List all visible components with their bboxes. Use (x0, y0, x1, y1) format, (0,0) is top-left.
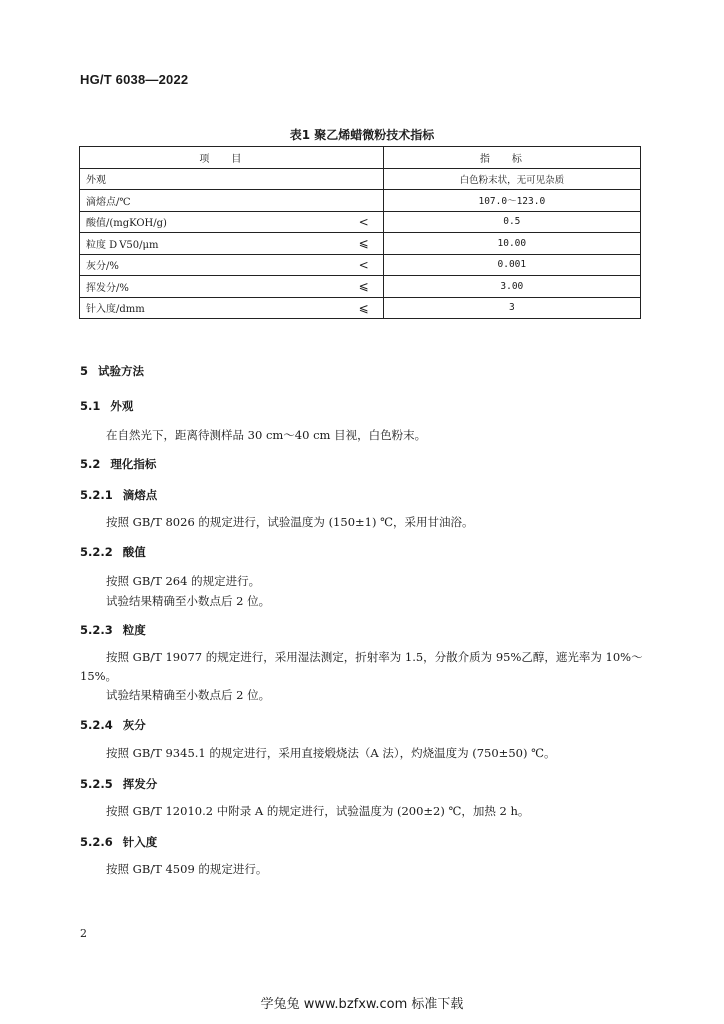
row-item: 粒度 D V50/μm (80, 233, 353, 255)
section-heading-5-2 (80, 456, 156, 472)
row-comparator: ⩽ (353, 233, 384, 255)
header-value: 指标 (383, 147, 640, 169)
section-number: 5.1 (80, 399, 101, 413)
table-row (80, 190, 641, 212)
table-row (80, 168, 641, 190)
table-row (80, 254, 641, 276)
table-title: 表1 聚乙烯蜡微粉技术指标 (289, 128, 435, 142)
section-number: 5.2.1 (80, 488, 113, 502)
section-heading-5-2-3 (80, 622, 146, 638)
row-comparator: < (353, 254, 384, 276)
section-heading-5-1 (80, 398, 133, 414)
row-comparator: ⩽ (353, 297, 384, 319)
row-comparator (353, 190, 384, 212)
section-title: 外观 (110, 399, 134, 413)
section-title: 酸值 (122, 545, 146, 559)
paragraph-drop-melting-point: 按照 GB/T 8026 的规定进行，试验温度为 (150±1) ℃，采用甘油浴。 (106, 515, 474, 529)
row-item: 挥发分/% (80, 276, 353, 298)
section-number: 5.2 (80, 457, 101, 471)
row-value: 0.001 (383, 254, 640, 276)
row-item: 针入度/dmm (80, 297, 353, 319)
paragraph-volatile: 按照 GB/T 12010.2 中附录 A 的规定进行，试验温度为 (200±2) ℃，加热 2 h。 (106, 804, 530, 818)
row-item: 灰分/% (80, 254, 353, 276)
section-title: 针入度 (122, 835, 158, 849)
spec-table (79, 146, 641, 319)
paragraph-particle-size: 按照 GB/T 19077 的规定进行，采用湿法测定，折射率为 1.5，分散介质为 95%乙醇，遮光率为 10%～15%。 (80, 650, 643, 683)
row-value: 白色粉末状，无可见杂质 (383, 168, 640, 190)
section-number: 5.2.6 (80, 835, 113, 849)
section-number: 5.2.4 (80, 718, 113, 732)
table-row (80, 276, 641, 298)
standard-code: HG/T 6038—2022 (80, 72, 189, 87)
paragraph-particle-size-precision: 试验结果精确至小数点后 2 位。 (106, 688, 271, 702)
row-comparator: < (353, 211, 384, 233)
row-value: 3 (383, 297, 640, 319)
section-heading-5 (80, 363, 144, 379)
page-number: 2 (80, 927, 87, 940)
section-number: 5.2.2 (80, 545, 113, 559)
row-item: 酸值/(mgKOH/g) (80, 211, 353, 233)
section-heading-5-2-6 (80, 834, 157, 850)
section-heading-5-2-2 (80, 544, 146, 560)
table-row (80, 297, 641, 319)
paragraph-penetration: 按照 GB/T 4509 的规定进行。 (106, 862, 268, 876)
section-number: 5.2.5 (80, 777, 113, 791)
footer-watermark: 学兔兔 www.bzfxw.com 标准下载 (260, 997, 464, 1012)
paragraph-appearance: 在自然光下，距离待测样品 30 cm～40 cm 目视，白色粉末。 (106, 428, 427, 442)
section-title: 理化指标 (110, 457, 157, 471)
header-item: 项目 (80, 147, 384, 169)
section-heading-5-2-1 (80, 487, 157, 503)
section-number: 5.2.3 (80, 623, 113, 637)
paragraph-acid-value: 按照 GB/T 264 的规定进行。 (106, 574, 261, 588)
paragraph-ash: 按照 GB/T 9345.1 的规定进行，采用直接煅烧法（A 法），灼烧温度为 (750±50) ℃。 (106, 746, 556, 760)
section-title: 粒度 (122, 623, 146, 637)
section-title: 挥发分 (122, 777, 158, 791)
row-value: 0.5 (383, 211, 640, 233)
section-heading-5-2-4 (80, 717, 146, 733)
section-title: 滴熔点 (122, 488, 158, 502)
table-row (80, 233, 641, 255)
section-number: 5 (80, 364, 89, 378)
paragraph-acid-value-precision: 试验结果精确至小数点后 2 位。 (106, 594, 271, 608)
row-value: 107.0～123.0 (383, 190, 640, 212)
table-row (80, 211, 641, 233)
row-value: 10.00 (383, 233, 640, 255)
row-comparator (353, 168, 384, 190)
row-item: 外观 (80, 168, 353, 190)
row-value: 3.00 (383, 276, 640, 298)
table-header-row (80, 147, 641, 169)
row-comparator: ⩽ (353, 276, 384, 298)
row-item: 滴熔点/℃ (80, 190, 353, 212)
section-title: 试验方法 (98, 364, 145, 378)
section-heading-5-2-5 (80, 776, 157, 792)
section-title: 灰分 (122, 718, 146, 732)
